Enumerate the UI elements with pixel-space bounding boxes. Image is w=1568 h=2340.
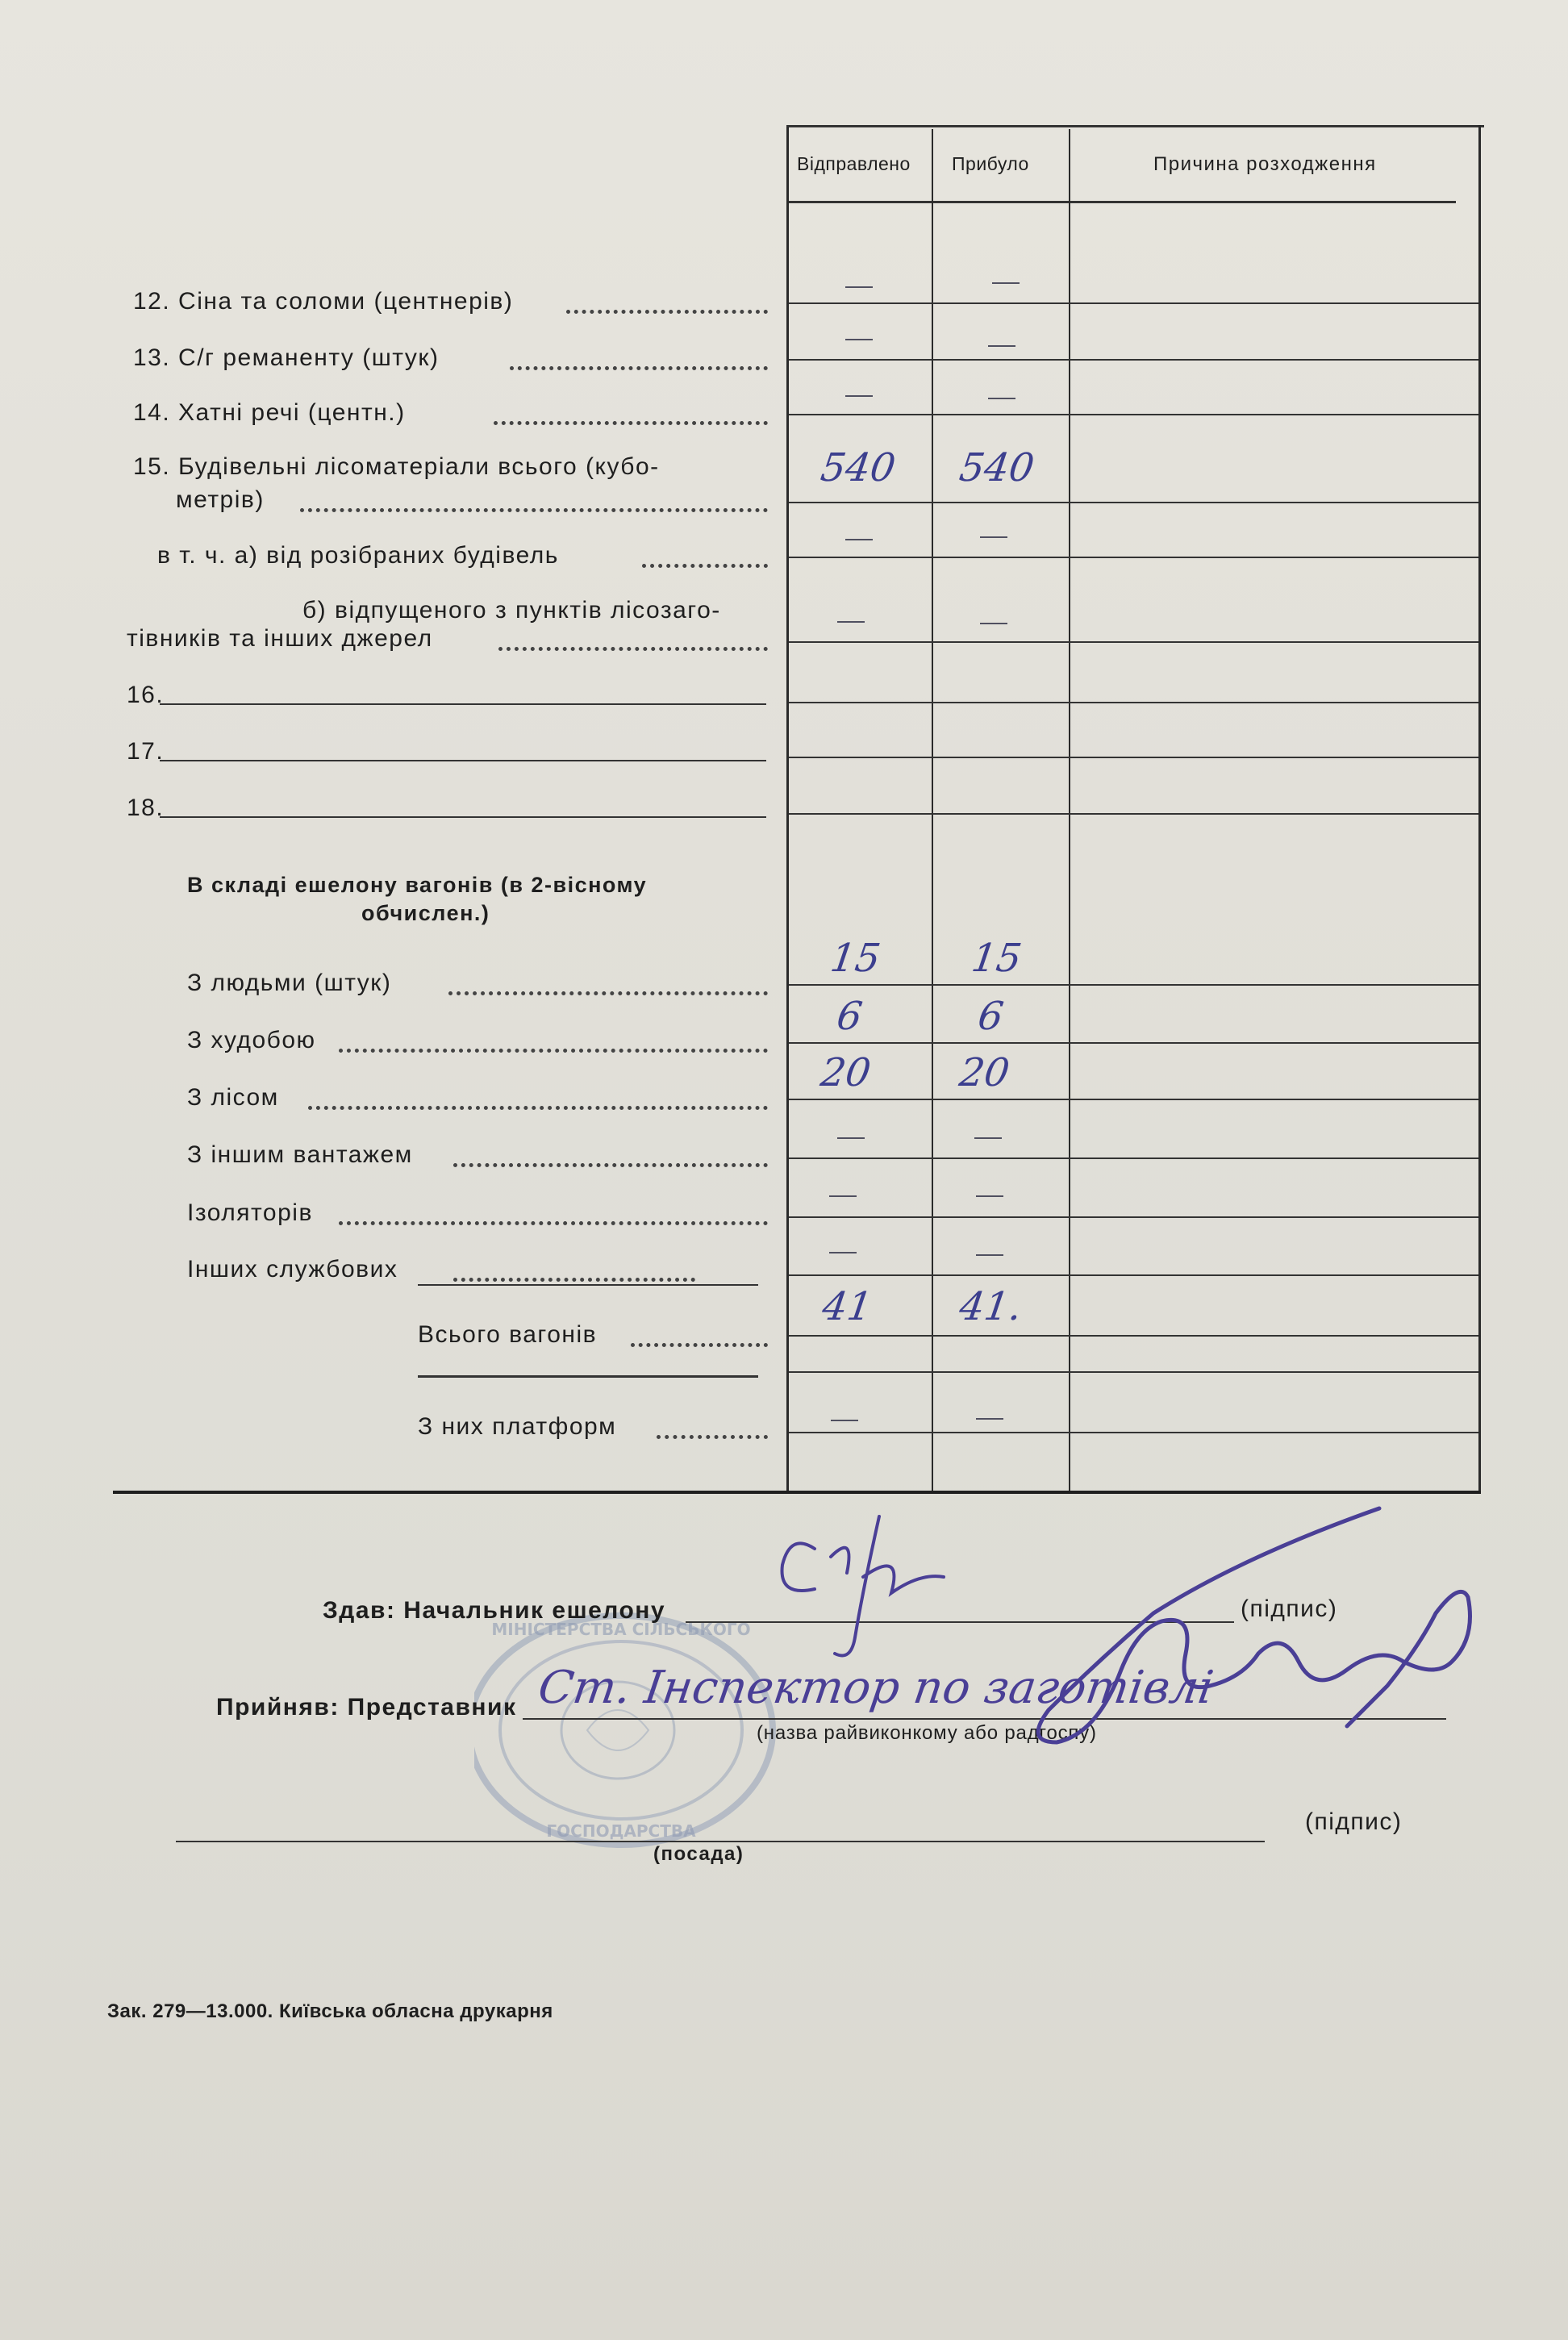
svg-text:МІНІСТЕРСТВА СІЛЬСЬКОГО: МІНІСТЕРСТВА СІЛЬСЬКОГО	[491, 1620, 751, 1639]
cattle-arrived-value: 6	[975, 994, 1007, 1039]
row-15-label-line1: 15. Будівельні лісоматеріали всього (кубо-	[133, 453, 660, 480]
accepted-position-handwriting: Ст. Інспектор по заготівлі	[535, 1662, 1217, 1714]
header-arrived: Прибуло	[952, 153, 1029, 174]
accepted-label: Прийняв: Представник	[216, 1694, 517, 1721]
people-label: З людьми (штук)	[187, 970, 392, 996]
signature-label-2: (підпис)	[1305, 1808, 1403, 1835]
svg-text:ГОСПОДАРСТВА: ГОСПОДАРСТВА	[546, 1821, 696, 1841]
other-cargo-label: З іншим вантажем	[187, 1141, 413, 1168]
wagons-heading-line2: обчислен.)	[361, 901, 490, 925]
row-15-arrived-value: 540	[957, 445, 1037, 490]
cattle-sent-value: 6	[834, 994, 865, 1039]
print-order-footer: Зак. 279—13.000. Київська обласна друкарня	[107, 2000, 553, 2022]
signature-label-1: (підпис)	[1241, 1595, 1338, 1622]
people-sent-value: 15	[828, 936, 884, 981]
accepted-signature	[1000, 1500, 1484, 1807]
platforms-label: З них платформ	[418, 1413, 617, 1440]
isolators-label: Ізоляторів	[187, 1199, 313, 1226]
row-14-label: 14. Хатні речі (центн.)	[133, 399, 406, 426]
row-18-label: 18.	[127, 795, 165, 821]
row-15-subrow-b-line2: тівників та інших джерел	[127, 625, 433, 652]
row-15-subrow-b-line1: б) відпущеного з пунктів лісозаго-	[302, 597, 721, 624]
wood-label: З лісом	[187, 1084, 279, 1111]
row-12-label: 12. Сіна та соломи (центнерів)	[133, 288, 514, 315]
row-17-label: 17.	[127, 738, 165, 765]
wagons-heading-line1: В складі ешелону вагонів (в 2-вісному	[187, 873, 648, 897]
total-sent-value: 41	[819, 1284, 876, 1329]
wood-arrived-value: 20	[957, 1050, 1013, 1095]
handed-over-signature	[758, 1500, 1000, 1670]
district-label: (назва райвиконкому або радгоспу)	[757, 1722, 1097, 1744]
official-stamp	[474, 1601, 797, 1851]
row-16-label: 16.	[127, 682, 165, 708]
position-label: (посада)	[653, 1843, 744, 1865]
total-wagons-label: Всього вагонів	[418, 1321, 598, 1348]
header-reason: Причина розходження	[1153, 153, 1377, 175]
header-sent: Відправлено	[797, 153, 911, 174]
people-arrived-value: 15	[969, 936, 1025, 981]
row-15-sent-value: 540	[818, 445, 899, 490]
row-15-label-line2: метрів)	[176, 486, 265, 513]
row-13-label: 13. С/г ремaненту (штук)	[133, 344, 440, 371]
cattle-label: З худобою	[187, 1027, 316, 1053]
service-label: Інших службових	[187, 1256, 398, 1283]
row-15-subrow-a: в т. ч. а) від розібраних будівель	[157, 542, 559, 569]
wood-sent-value: 20	[818, 1050, 874, 1095]
total-arrived-value: 41.	[957, 1284, 1025, 1329]
handed-over-label: Здав: Начальник ешелону	[323, 1597, 666, 1624]
